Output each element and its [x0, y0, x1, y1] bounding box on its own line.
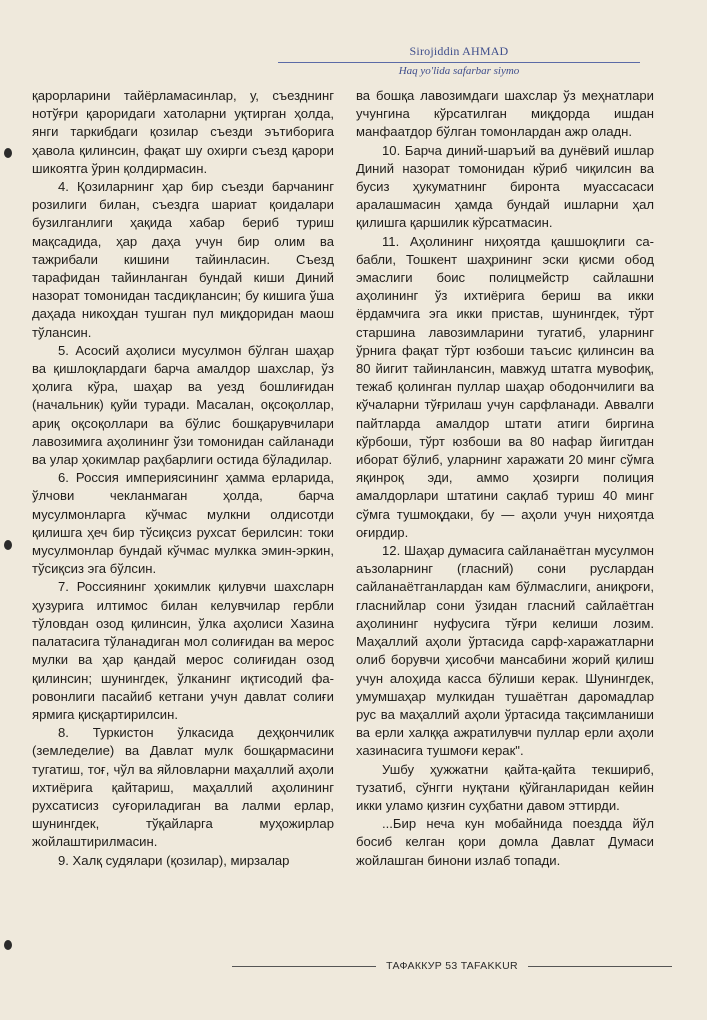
paragraph: Ушбу ҳужжатни қайта-қайта текшириб, тузатиб, сўнгги нуқтани қўйганларидан кейин икки уламо қизғин суҳбатни давом эттирди. — [356, 761, 654, 813]
paragraph: 8. Туркистон ўлкасида деҳқончилик (земледелие) ва Давлат мулк бошқармасини тугатиш, тоғ, чўл ва яйловларни маҳаллий аҳоли ихтиёрига қайтариш, маҳаллий аҳолининг рухсатисиз суғориладиган ва лалми ерлар, шунингдек, тўқайларга муҳожирлар жойлаштирилмасин. — [32, 725, 334, 850]
paragraph: 6. Россия империясининг ҳамма ерларида, ўлчови чекланмаган ҳолда, барча мусулмонларга кўчмас мулкни олдисотди қилишга ҳеч бир тўсиқсиз рухсат берилсин: токи мусулмонлар бундай кўчмас мулкка эмин-эркин, тўсиқсиз эга бўлсин. — [32, 470, 334, 577]
left-column — [32, 87, 334, 870]
footer-rule-left — [232, 966, 376, 967]
paragraph: ва бошқа лавозимдаги шахслар ўз меҳнатлари учунгина кўрсатилган миқдорда ишдан манфаатдор бўлган томонлардан ажр оладн. — [356, 88, 654, 140]
paragraph: 11. Аҳолининг ниҳоятда қашшоқлиги сабабли, Тошкент шаҳрининг эски қисми обод эмаслиги боис полицмейстр сайлашни аҳолининг ўз ихтиёрига бериш ва икки ёрдамчига эга икки пристав, шунингдек, тўрт старшина лавозимларини тугатиб, уларнинг ўрнига фақат тўрт юзбоши таъсис қилинсин ва 80 йигит тайинлансин, мавжуд штатга мувофиқ, тежаб қолинган пуллар шаҳар ободончилиги ва кўчаларни тўғрилаш учун сарфланади. Аввалги пайтларда амалдор штати атиги биргина кўрбоши, тўрт юзбоши ва 80 нафар йигитдан иборат бўлиб, уларнинг харажати 20 минг сўмга яқинроқ эди, аммо ҳозирги полиция амалдорлари штатини сақлаб туриш 40 минг сўмга тушмоқдаки, бу — аҳоли учун ниҳоятда оғирдир. — [356, 233, 654, 540]
header-author: Sirojiddin AHMAD — [409, 44, 509, 58]
paragraph: 9. Халқ судялари (қозилар), мирзалар — [58, 852, 290, 868]
paragraph: 12. Шаҳар думасига сайланаётган мусулмон аъзоларнинг (гласний) сони руслардан сайланаётганлардан кам бўлмаслиги, аниқроғи, гласнийлар сони ўзидан гласний сайлаётган аҳолининг нуфусига тўғри келиши лозим. Маҳаллий аҳоли ўртасида сарф-харажатларни олиб борувчи ҳисобчи мансабини жорий қилиш учун алоҳида касса бўлиши керак. Шунингдек, умумшаҳар мулкидан тушаётган даромадлар рус ва маҳаллий аҳоли ўртасида тақсимланиши ва ерли халққа ажратилувчи пуллар ерли аҳоли хазинасига тушмоғи керак". — [356, 543, 654, 759]
page-footer — [232, 958, 672, 974]
running-header — [278, 44, 640, 77]
paragraph: ...Бир неча кун мобайнида поездда йўл босиб келган қори домла Давлат Думаси жойлашган бинони излаб топади. — [356, 816, 654, 868]
footer-page-label: ТАФАККУР 53 TAFAKKUR — [386, 960, 518, 972]
paragraph: 4. Қозиларнинг ҳар бир съезди барчанинг розилиги билан, съездга шариат қоидалари бузилганлиги ҳақида хабар бериб туриш мақсадида, ҳар даҳа учун бир олим ва тажрибали кишини тайинласин. Съезд тарафидан тайинланган бундай киши Диний назорат томонидан тасдиқлансин; бу кишига ўша даҳада никоҳдан тушган пул миқдоридан маош тўлансин. — [32, 179, 334, 340]
binding-hole-icon — [4, 540, 12, 550]
binding-hole-icon — [4, 148, 12, 158]
paragraph: 7. Россиянинг ҳокимлик қилувчи шахсларн ҳузурига илтимос билан келувчилар гербли тўловдан озод қилинсин, ўлка аҳолиси Хазина палатасига тўланадиган мол солиғидан ва мерос мулки ва ҳар қандай мерос солиғидан озод қилинсин; шунингдек, ўлканинг иқтисодий фаровонлиги пасайиб кетгани учун давлат солиғи ярмига қисқартирилсин. — [32, 579, 334, 722]
right-column — [356, 87, 654, 870]
paragraph: қарорларини тайёрламасинлар, у, съезднинг нотўғри қароридаги хатоларни уқтирган ҳолда, янги таркибдаги қозилар съезди эътиборига ҳавола қилинсин, фақат шу охирги съезд қарори шикоятга ўрин қолдирмасин. — [32, 88, 334, 176]
binding-hole-icon — [4, 940, 12, 950]
header-subtitle: Haq yo'lida safarbar siymo — [398, 65, 520, 77]
header-rule — [278, 62, 640, 63]
paragraph: 10. Барча диний-шаръий ва дунёвий ишлар Диний назорат томонидан кўриб чиқилсин ва бусиз ҳукуматнинг биронта муассасаси аралашмасин ҳамда бундай ишларни ҳал қилишга қаршилик кўрсатмасин. — [356, 142, 654, 231]
paragraph: 5. Асосий аҳолиси мусулмон бўлган шаҳар ва қишлоқлардаги барча амалдор шахслар, ўз ҳолига кўра, шаҳар ва уезд бошлиғидан (начальник) қуйи туради. Масалан, оқсоқоллар, ариқ оқсоқоллари ва бўлис бошқарувчилари лавозимига аҳолининг ўзи томонидан сайланади ва улар ҳокимлар раҳбарлиги остида бўладилар. — [32, 342, 334, 468]
footer-rule-right — [528, 966, 672, 967]
